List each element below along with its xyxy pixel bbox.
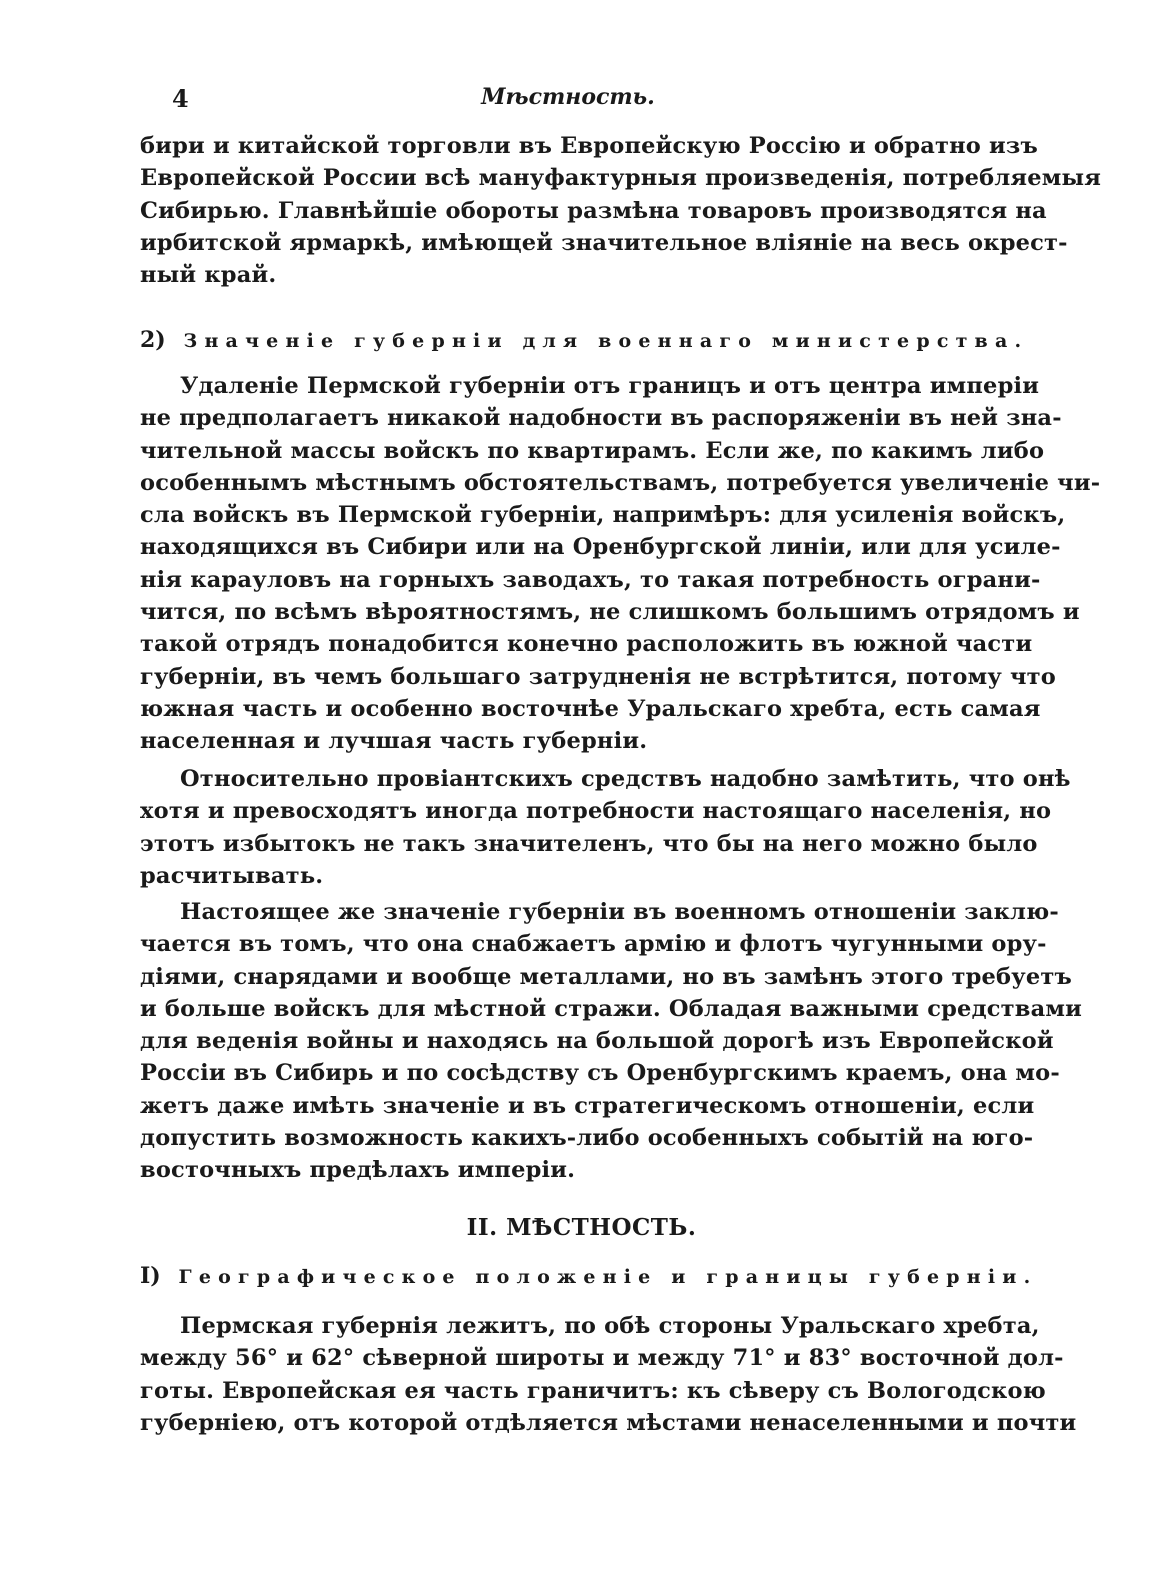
text-line: ный край.	[140, 262, 277, 289]
subheading-geography	[140, 1263, 1038, 1289]
text-line: Удаленіе Пермской губерніи отъ границъ и отъ центра имперіи	[180, 373, 1040, 399]
text-line: допустить возможность какихъ-либо особенныхъ событій на юго-	[140, 1125, 1034, 1152]
text-line: Настоящее же значеніе губерніи въ военномъ отношеніи заклю-	[180, 899, 1059, 925]
text-line: Европейской России всѣ мануфактурныя произведенія, потребляемыя	[140, 165, 1102, 192]
text-line: этотъ избытокъ не такъ значителенъ, что бы на него можно было	[140, 830, 1038, 857]
text-line: хотя и превосходятъ иногда потребности настоящаго населенія, но	[140, 798, 1052, 825]
text-line: и больше войскъ для мѣстной стражи. Обладая важными средствами	[140, 995, 1083, 1022]
text-line: діями, снарядами и вообще металлами, но въ замѣнъ этого требуетъ	[140, 963, 1072, 990]
subheading-text: Значеніе губерніи для военнаго министерства.	[183, 330, 1029, 352]
text-line: такой отрядъ понадобится конечно расположить въ южной части	[140, 631, 1033, 658]
text-line: между 56° и 62° сѣверной широты и между 71° и 83° восточной дол-	[140, 1345, 1064, 1372]
text-line: для веденія войны и находясь на большой дорогѣ изъ Европейской	[140, 1028, 1054, 1055]
paragraph-continuation	[140, 130, 1102, 291]
text-line: расчитывать.	[140, 862, 324, 889]
text-line: не предполагаетъ никакой надобности въ распоряженіи въ ней зна-	[140, 405, 1062, 432]
paragraph-military-1	[140, 370, 1101, 758]
text-line: готы. Европейская ея часть граничитъ: къ сѣверу съ Вологодскою	[140, 1377, 1046, 1404]
text-line: чится, по всѣмъ вѣроятностямъ, не слишкомъ большимъ отрядомъ и	[140, 599, 1080, 626]
text-line: южная часть и особенно восточнѣе Уральскаго хребта, есть самая	[140, 695, 1041, 722]
text-line: находящихся въ Сибири или на Оренбургской линіи, или для усиле-	[140, 534, 1061, 561]
running-title: Мѣстность.	[481, 84, 655, 110]
text-line: губерніею, отъ которой отдѣляется мѣстами ненаселенными и почти	[140, 1409, 1077, 1436]
text-line: чительной массы войскъ по квартирамъ. Если же, по какимъ либо	[140, 437, 1045, 464]
text-line: нія карауловъ на горныхъ заводахъ, то такая потребность ограни-	[140, 566, 1041, 593]
text-line: губерніи, въ чемъ большаго затрудненія не встрѣтится, потому что	[140, 663, 1056, 690]
text-line: бири и китайской торговли въ Европейскую Россію и обратно изъ	[140, 133, 1038, 159]
subheading-military	[140, 327, 1029, 353]
text-line: чается въ томъ, что она снабжаетъ армію и флотъ чугунными ору-	[140, 931, 1047, 958]
subheading-number: I)	[140, 1263, 161, 1289]
text-line: жетъ даже имѣть значеніе и въ стратегическомъ отношеніи, если	[140, 1092, 1035, 1119]
text-line: восточныхъ предѣлахъ имперіи.	[140, 1157, 576, 1184]
paragraph-military-3	[140, 896, 1083, 1187]
text-line: сла войскъ въ Пермской губерніи, напримѣръ: для усиленія войскъ,	[140, 502, 1066, 529]
text-line: Сибирью. Главнѣйшіе обороты размѣна товаровъ производятся на	[140, 197, 1047, 224]
running-head	[168, 84, 968, 118]
paragraph-military-2	[140, 763, 1071, 892]
subheading-number: 2)	[140, 327, 166, 353]
page-number: 4	[172, 84, 189, 113]
section-title: II. МѢСТНОСТЬ.	[466, 1214, 697, 1241]
text-line: Пермская губернія лежитъ, по обѣ стороны Уральскаго хребта,	[180, 1313, 1040, 1339]
text-line: населенная и лучшая часть губерніи.	[140, 728, 648, 755]
text-line: Относительно провіантскихъ средствъ надобно замѣтить, что онѣ	[180, 766, 1071, 792]
text-line: ирбитской ярмаркѣ, имѣющей значительное вліяніе на весь окрест-	[140, 229, 1068, 256]
paragraph-geography	[140, 1310, 1077, 1439]
text-line: особеннымъ мѣстнымъ обстоятельствамъ, потребуется увеличеніе чи-	[140, 469, 1101, 496]
text-line: Россіи въ Сибирь и по сосѣдству съ Оренбургскимъ краемъ, она мо-	[140, 1060, 1060, 1087]
subheading-text: Географическое положеніе и границы губерніи.	[178, 1266, 1038, 1288]
